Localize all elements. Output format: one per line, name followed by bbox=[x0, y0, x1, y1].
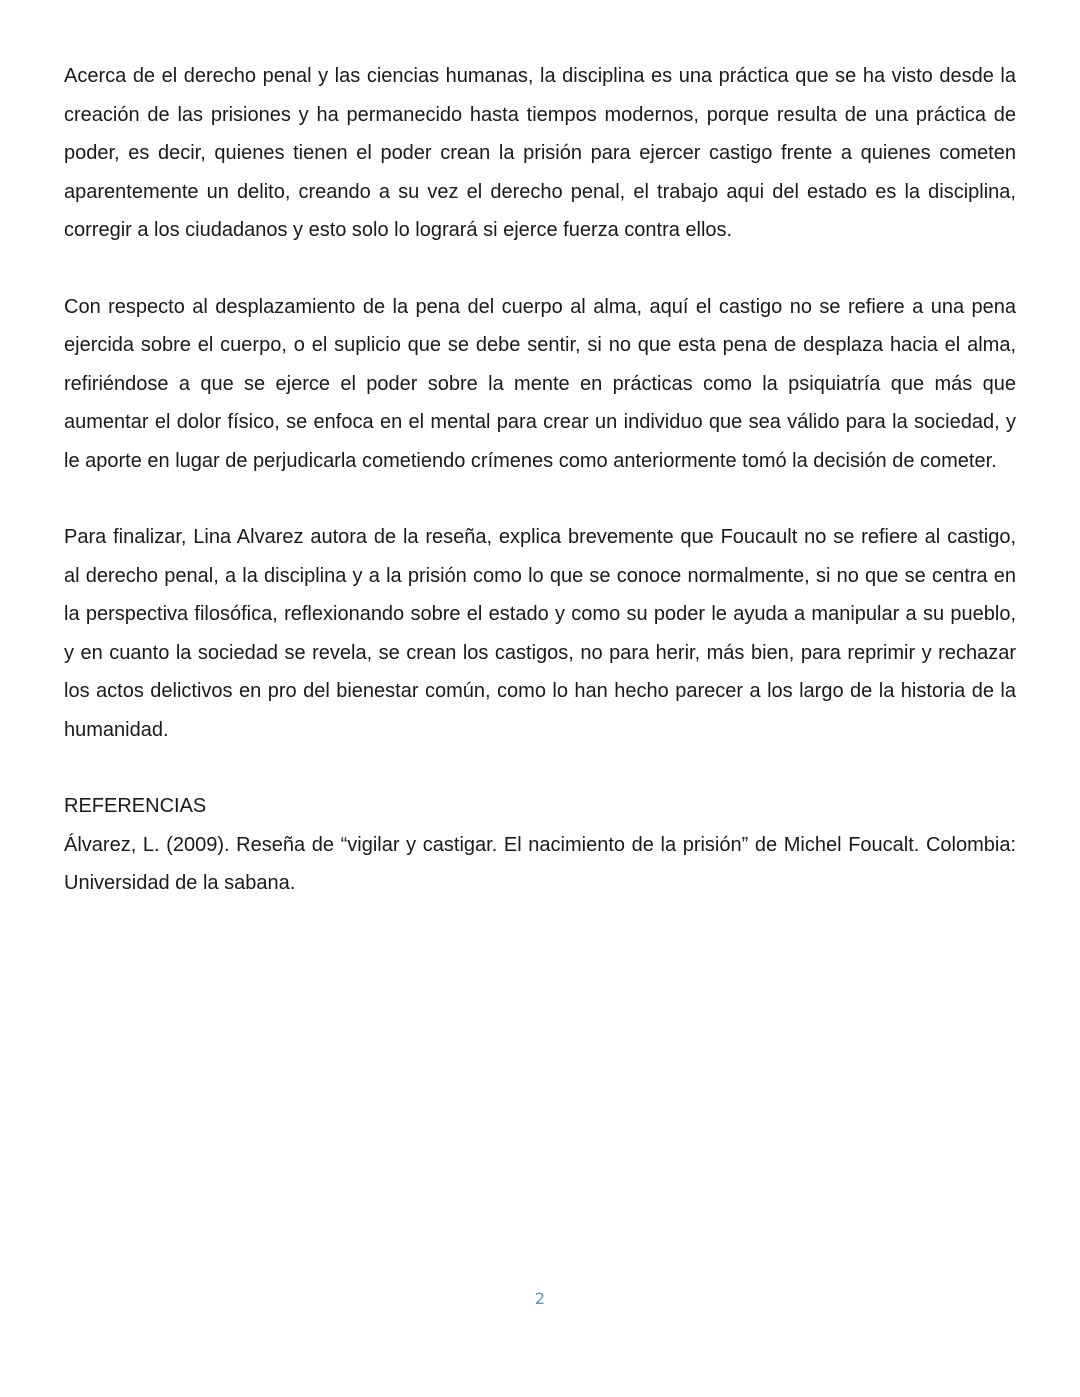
document-body bbox=[64, 57, 1016, 903]
page-number: 2 bbox=[534, 1289, 546, 1308]
references-heading: REFERENCIAS bbox=[64, 795, 207, 817]
paragraph-derecho-penal: Acerca de el derecho penal y las ciencias humanas, la disciplina es una práctica que se ha visto desde la creación de las prisiones y ha permanecido hasta tiempos modernos, porque resulta de una práctica de poder, es decir, quienes tienen el poder crean la prisión para ejercer castigo frente a quienes cometen aparentemente un delito, creando a su vez el derecho penal, el trabajo aqui del estado es la disciplina, corregir a los ciudadanos y esto solo lo logrará si ejerce fuerza contra ellos. bbox=[64, 65, 1016, 241]
references-section bbox=[64, 787, 1016, 903]
paragraph-pena-cuerpo-alma: Con respecto al desplazamiento de la pena del cuerpo al alma, aquí el castigo no se refiere a una pena ejercida sobre el cuerpo, o el suplicio que se debe sentir, si no que esta pena de desplaza hacia el alma, refiriéndose a que se ejerce el poder sobre la mente en prácticas como la psiquiatría que más que aumentar el dolor físico, se enfoca en el mental para crear un individuo que sea válido para la sociedad, y le aporte en lugar de perjudicarla cometiendo crímenes como anteriormente tomó la decisión de cometer. bbox=[64, 295, 1016, 472]
reference-entry: Álvarez, L. (2009). Reseña de “vigilar y castigar. El nacimiento de la prisión” de Michel Foucalt. Colombia: Universidad de la sabana. bbox=[64, 833, 1016, 894]
paragraph-conclusion: Para finalizar, Lina Alvarez autora de la reseña, explica brevemente que Foucault no se refiere al castigo, al derecho penal, a la disciplina y a la prisión como lo que se conoce normalmente, si no que se centra en la perspectiva filosófica, reflexionando sobre el estado y como su poder le ayuda a manipular a su pueblo, y en cuanto la sociedad se revela, se crean los castigos, no para herir, más bien, para reprimir y rechazar los actos delictivos en pro del bienestar común, como lo han hecho parecer a los largo de la historia de la humanidad. bbox=[64, 526, 1016, 741]
